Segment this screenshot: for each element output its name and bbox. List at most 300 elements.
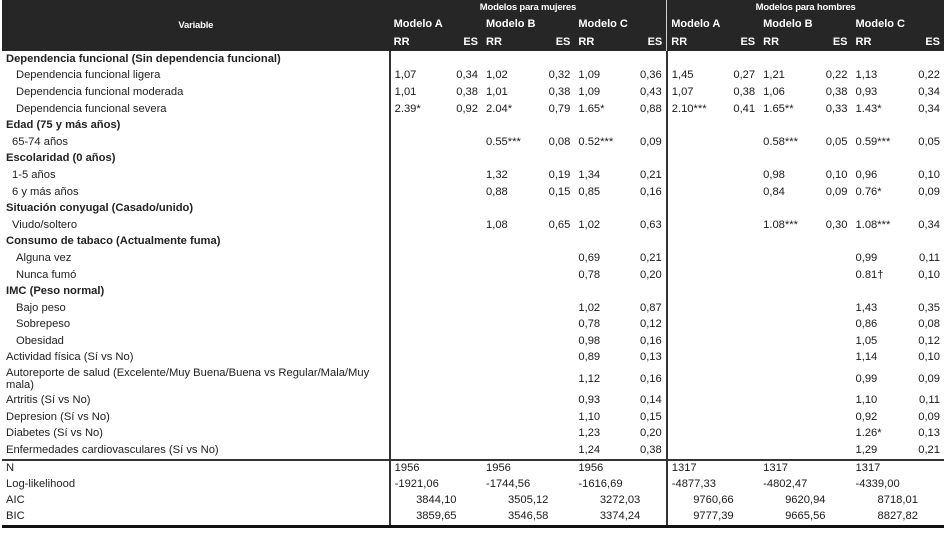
es-value-cell [439,333,482,350]
es-value-cell [439,151,482,168]
table-row [2,333,944,350]
es-value-cell: 0,22 [825,69,848,82]
es-value-cell: 0,43 [639,85,662,98]
rr-value-cell: 0.59*** [855,135,891,148]
es-value-cell [531,117,574,134]
rr-value-cell [390,200,439,217]
es-value-cell: 0,20 [639,427,662,440]
es-value-cell [716,151,759,168]
es-value-cell [531,409,574,426]
es-value-cell: 0,19 [548,168,571,181]
es-value-cell [439,409,482,426]
rr-value-cell: 1,45 [667,68,716,85]
rr-value-cell [667,51,716,68]
es-value-cell [808,333,851,350]
stat-label: BIC [2,509,390,527]
rr-value-cell [574,117,623,134]
rr-value-cell [852,283,901,300]
stat-value-cell: 1956 [390,460,482,477]
es-value-cell [716,366,759,392]
stat-value-cell: 3374,24 [574,509,666,527]
rr-value-cell [574,200,623,217]
row-label: Dependencia funcional ligera [16,69,161,82]
es-value-cell [716,234,759,251]
rr-column-header: RR [852,33,901,51]
es-value-cell [439,217,482,234]
rr-value-cell: 1.08*** [763,218,798,231]
table-section-heading-row [2,151,944,168]
rr-value-cell: 0,93 [855,85,878,98]
rr-value-cell [390,51,439,68]
row-label: Viudo/soltero [12,218,78,231]
rr-value-cell [852,234,901,251]
row-label: Actividad física (Sí vs No) [6,351,134,364]
es-value-cell [716,300,759,317]
rr-value-cell [667,350,716,367]
rr-value-cell [852,151,901,168]
es-value-cell [531,250,574,267]
rr-value-cell: 0.55*** [486,135,521,148]
model-header: Modelo C [852,15,945,33]
stat-value-cell: -4802,47 [763,478,808,491]
es-value-cell [531,200,574,217]
rr-value-cell [574,151,623,168]
es-value-cell [901,200,944,217]
es-value-cell [716,217,759,234]
es-value-cell: 0,65 [548,218,571,231]
rr-value-cell [667,167,716,184]
es-value-cell: 0,05 [825,135,848,148]
table-section-heading-row [2,51,944,68]
rr-value-cell [667,234,716,251]
model-header: Modelo B [759,15,851,33]
es-value-cell [808,51,851,68]
rr-value-cell: 0,89 [578,351,601,364]
es-value-cell: 0,14 [639,394,662,407]
es-value-cell: 0,33 [825,102,848,115]
es-value-cell [531,267,574,284]
rr-value-cell: 0.52*** [578,135,614,148]
es-value-cell [716,333,759,350]
table-row [2,250,944,267]
stat-value-cell: 3272,03 [599,494,641,507]
es-value-cell [439,366,482,392]
es-value-cell [716,117,759,134]
es-value-cell [716,250,759,267]
rr-value-cell: 1,13 [855,69,878,82]
rr-value-cell [482,200,531,217]
es-value-cell [624,200,667,217]
row-label: Alguna vez [16,251,72,264]
model-header: Modelo A [390,15,482,33]
row-label: Consumo de tabaco (Actualmente fuma) [6,235,221,248]
rr-value-cell: 0,88 [486,185,508,198]
rr-value-cell [667,425,716,442]
stat-value-cell: 9777,39 [667,509,759,527]
stat-value-cell: 9665,56 [759,509,851,527]
model-fit-row [2,477,944,493]
rr-value-cell [759,442,808,460]
es-value-cell: 0,09 [918,372,940,385]
rr-value-cell [390,250,439,267]
es-value-cell [716,134,759,151]
rr-value-cell: 1,02 [578,301,601,314]
es-value-cell: 0,21 [639,251,662,264]
rr-value-cell: 1,05 [855,334,878,347]
es-value-cell [439,392,482,409]
rr-value-cell: 0,93 [578,394,601,407]
stat-value-cell: -1744,56 [486,478,531,491]
rr-value-cell: 0,84 [763,185,785,198]
es-value-cell [716,51,759,68]
rr-value-cell [667,283,716,300]
row-label: Diabetes (Sí vs No) [6,427,103,440]
row-label: Edad (75 y más años) [6,119,121,132]
rr-value-cell [667,267,716,284]
es-value-cell [901,283,944,300]
table-row [2,267,944,284]
rr-value-cell: 1,10 [578,410,601,423]
model-fit-row [2,509,944,527]
es-value-cell [808,366,851,392]
rr-value-cell [667,442,716,460]
rr-value-cell: 2.04* [486,102,513,115]
es-value-cell: 0,16 [639,334,662,347]
row-label: Depresion (Sí vs No) [6,410,110,423]
variable-column-header: Variable [2,0,390,51]
rr-value-cell [390,350,439,367]
es-value-cell [808,317,851,334]
es-value-cell: 0,34 [918,218,940,231]
table-header [2,0,944,51]
rr-value-cell: 1.08*** [855,218,891,231]
rr-value-cell [390,184,439,201]
es-value-cell: 0,38 [639,443,662,456]
rr-value-cell: 0,92 [855,410,878,423]
row-label: Nunca fumó [16,268,77,281]
rr-value-cell [482,51,531,68]
rr-value-cell: 1,02 [486,69,508,82]
rr-value-cell [482,392,531,409]
es-column-header: ES [901,33,944,51]
es-value-cell [808,442,851,460]
rr-value-cell: 1,10 [855,394,878,407]
es-value-cell: 0,34 [456,69,478,82]
rr-value-cell: 1,32 [486,168,508,181]
rr-value-cell: 1,43 [855,301,878,314]
es-value-cell [808,350,851,367]
es-value-cell [901,51,944,68]
rr-value-cell: 1.26* [855,427,882,440]
rr-value-cell: 0,99 [855,251,878,264]
rr-value-cell [667,317,716,334]
rr-value-cell: 1,29 [855,443,878,456]
rr-value-cell [759,200,808,217]
rr-column-header: RR [574,33,623,51]
rr-value-cell [667,250,716,267]
table-row [2,350,944,367]
es-value-cell: 0,63 [639,218,662,231]
rr-value-cell [390,267,439,284]
es-value-cell: 0,22 [918,69,940,82]
model-header: Modelo B [482,15,574,33]
rr-value-cell [759,425,808,442]
rr-value-cell [759,51,808,68]
stat-value-cell: 8718,01 [877,494,918,507]
rr-value-cell: 0,96 [855,168,878,181]
rr-value-cell: 0,99 [855,372,878,385]
es-value-cell: 0,27 [733,69,756,82]
row-label: IMC (Peso normal) [6,285,105,298]
es-value-cell: 0,11 [919,251,940,264]
stat-value-cell: 3859,65 [390,509,482,527]
rr-value-cell [667,409,716,426]
es-value-cell: 0,87 [639,301,662,314]
rr-value-cell: 1.43* [855,102,882,115]
group-header-women: Modelos para mujeres [390,0,667,15]
rr-value-cell: 1,01 [390,84,439,101]
es-value-cell [531,442,574,460]
es-value-cell: 0,12 [639,318,662,331]
rr-value-cell [482,366,531,392]
es-value-cell [808,117,851,134]
es-column-header: ES [808,33,851,51]
rr-value-cell [667,151,716,168]
es-value-cell [808,425,851,442]
stat-value-cell: -1921,06 [390,477,482,493]
es-value-cell [439,134,482,151]
rr-value-cell [482,234,531,251]
es-value-cell [716,167,759,184]
row-label: Dependencia funcional severa [16,102,167,115]
es-value-cell: 0,15 [639,410,662,423]
rr-value-cell: 1,01 [486,85,508,98]
es-value-cell [624,117,667,134]
es-value-cell: 0,09 [639,135,662,148]
rr-value-cell [574,283,623,300]
es-value-cell [439,425,482,442]
es-value-cell [901,151,944,168]
rr-value-cell [390,333,439,350]
es-value-cell [716,200,759,217]
es-value-cell [624,234,667,251]
es-value-cell: 0,09 [825,185,848,198]
es-value-cell [531,51,574,68]
rr-value-cell [759,283,808,300]
rr-value-cell: 1,02 [578,218,601,231]
table-row [2,68,944,85]
es-value-cell: 0,38 [733,85,756,98]
es-value-cell: 0,13 [918,427,940,440]
es-value-cell [531,300,574,317]
es-value-cell [808,300,851,317]
rr-value-cell [759,151,808,168]
es-value-cell [439,51,482,68]
rr-value-cell [482,300,531,317]
rr-value-cell [482,151,531,168]
rr-value-cell [759,350,808,367]
row-label: Artritis (Sí vs No) [6,394,91,407]
es-value-cell [531,333,574,350]
rr-value-cell [390,442,439,460]
table-row [2,300,944,317]
rr-value-cell: 1,08 [486,218,508,231]
rr-value-cell [482,267,531,284]
rr-value-cell: 1,14 [855,351,878,364]
rr-value-cell [390,283,439,300]
es-value-cell [531,350,574,367]
es-value-cell [439,184,482,201]
table-row [2,184,944,201]
model-fit-row [2,460,944,477]
es-value-cell [439,350,482,367]
es-value-cell: 0,10 [918,268,940,281]
es-value-cell [531,317,574,334]
es-value-cell: 0,38 [825,85,848,98]
table-row [2,101,944,118]
es-value-cell [808,283,851,300]
rr-value-cell [482,442,531,460]
rr-value-cell: 0,69 [578,251,601,264]
row-label: Dependencia funcional (Sin dependencia funcional) [6,52,281,65]
es-value-cell: 0,34 [918,102,940,115]
table-section-heading-row [2,200,944,217]
es-value-cell: 0,38 [456,85,478,98]
rr-value-cell [574,234,623,251]
es-value-cell: 0,88 [639,102,662,115]
rr-value-cell: 1,24 [578,443,601,456]
es-value-cell [808,250,851,267]
rr-value-cell [759,117,808,134]
es-value-cell: 0,20 [639,268,662,281]
es-value-cell: 0,11 [919,394,940,407]
rr-value-cell [759,267,808,284]
rr-value-cell: 1.65* [578,102,605,115]
rr-value-cell [852,51,901,68]
es-value-cell: 0,32 [548,69,571,82]
stat-value-cell: 1956 [482,460,574,477]
es-value-cell: 0,16 [639,372,662,385]
rr-value-cell [852,117,901,134]
es-value-cell: 0,92 [456,102,478,115]
table-row [2,392,944,409]
rr-value-cell [390,409,439,426]
es-value-cell [439,283,482,300]
es-value-cell: 0,35 [918,301,940,314]
rr-value-cell: 1,09 [578,69,601,82]
rr-value-cell [667,117,716,134]
row-label: 6 y más años [12,185,79,198]
rr-column-header: RR [667,33,716,51]
table-row [2,84,944,101]
es-column-header: ES [716,33,759,51]
row-label: Bajo peso [16,301,66,314]
model-header: Modelo A [667,15,759,33]
es-value-cell: 0,10 [825,168,848,181]
rr-column-header: RR [759,33,808,51]
model-header: Modelo C [574,15,666,33]
es-value-cell [531,283,574,300]
rr-value-cell [759,366,808,392]
stat-value-cell: 3844,10 [390,493,482,509]
rr-value-cell: 2.39* [390,101,439,118]
es-value-cell [901,117,944,134]
table-section-heading-row [2,117,944,134]
es-value-cell [439,267,482,284]
rr-value-cell: 1,09 [578,85,601,98]
rr-value-cell [667,217,716,234]
stat-label: N [2,460,390,477]
es-value-cell [439,117,482,134]
rr-column-header: RR [390,33,439,51]
table-section-heading-row [2,283,944,300]
es-value-cell: 0,21 [918,443,940,456]
rr-value-cell: 0.76* [855,185,882,198]
model-fit-row [2,493,944,509]
es-value-cell [531,392,574,409]
rr-value-cell [482,250,531,267]
rr-value-cell [390,300,439,317]
rr-value-cell: 0,98 [578,334,601,347]
es-value-cell [716,409,759,426]
es-column-header: ES [439,33,482,51]
rr-value-cell [759,317,808,334]
row-label: Situación conyugal (Casado/unido) [6,202,194,215]
table-body [2,51,944,526]
rr-value-cell [390,366,439,392]
es-value-cell [439,167,482,184]
stat-value-cell: 3546,58 [482,509,574,527]
rr-value-cell [390,134,439,151]
rr-value-cell: 1,07 [390,68,439,85]
es-value-cell: 0,13 [639,351,662,364]
rr-value-cell [667,184,716,201]
es-value-cell: 0,16 [639,185,662,198]
es-value-cell [716,267,759,284]
row-label: Enfermedades cardiovasculares (Sí vs No) [6,443,219,456]
table-row [2,167,944,184]
rr-value-cell [482,317,531,334]
es-value-cell [531,366,574,392]
rr-value-cell: 0,78 [578,268,601,281]
rr-value-cell [667,200,716,217]
row-label: 65-74 años [12,135,68,148]
rr-value-cell: 1,06 [763,85,785,98]
row-label: Sobrepeso [16,318,71,331]
es-value-cell: 0,38 [548,85,571,98]
rr-value-cell [482,117,531,134]
stat-value-cell: -4339,00 [855,478,900,491]
es-value-cell [716,442,759,460]
row-label: Autoreporte de salud (Excelente/Muy Buena/Buena vs Regular/Mala/Muy mala) [6,367,370,392]
es-value-cell [624,51,667,68]
stat-label: Log-likelihood [6,478,76,491]
stat-value-cell: 3505,12 [507,494,549,507]
rr-value-cell [667,392,716,409]
es-value-cell [808,151,851,168]
rr-value-cell [482,350,531,367]
es-value-cell [439,234,482,251]
stat-label: AIC [6,494,25,507]
rr-value-cell [482,425,531,442]
row-label: Dependencia funcional moderada [16,85,184,98]
es-value-cell [716,350,759,367]
es-value-cell: 0,15 [548,185,571,198]
rr-value-cell [390,217,439,234]
es-value-cell: 0,34 [918,85,940,98]
row-label: 1-5 años [12,168,56,181]
group-header-men: Modelos para hombres [667,0,944,15]
